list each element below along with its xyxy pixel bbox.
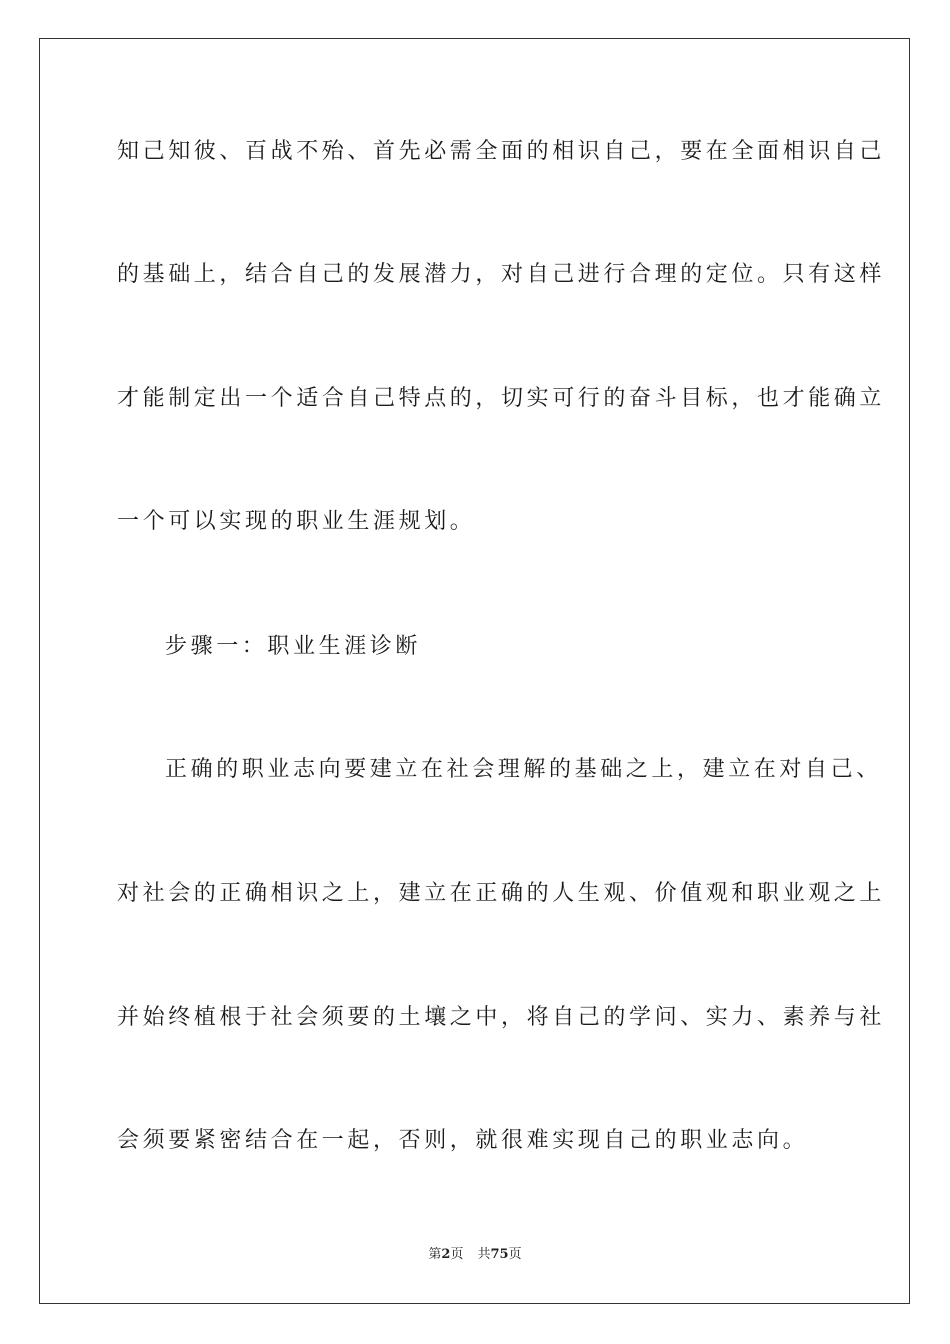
body-text-line: 才能制定出一个适合自己特点的，切实可行的奋斗目标，也才能确立 — [117, 386, 886, 411]
page-footer — [0, 1246, 950, 1264]
body-text-line: 对社会的正确相识之上，建立在正确的人生观、价值观和职业观之上 — [117, 881, 886, 906]
body-text-line: 一个可以实现的职业生涯规划。 — [117, 509, 476, 534]
page-number: 2 — [441, 1247, 451, 1262]
total-prefix: 共 — [477, 1247, 491, 1262]
body-text-line: 正确的职业志向要建立在社会理解的基础之上，建立在对自己、 — [165, 757, 882, 782]
total-pages: 75 — [490, 1247, 509, 1262]
section-heading: 步骤一：职业生涯诊断 — [165, 634, 422, 659]
page-prefix: 第 — [428, 1247, 442, 1262]
total-suffix: 页 — [508, 1247, 522, 1262]
page-border — [39, 38, 910, 1304]
body-text-line: 知己知彼、百战不殆、首先必需全面的相识自己，要在全面相识自己 — [117, 139, 886, 164]
body-text-line: 的基础上，结合自己的发展潜力，对自己进行合理的定位。只有这样 — [117, 262, 886, 287]
page-suffix: 页 — [450, 1247, 464, 1262]
body-text-line: 会须要紧密结合在一起，否则，就很难实现自己的职业志向。 — [117, 1128, 809, 1153]
body-text-line: 并始终植根于社会须要的土壤之中，将自己的学问、实力、素养与社 — [117, 1005, 886, 1030]
